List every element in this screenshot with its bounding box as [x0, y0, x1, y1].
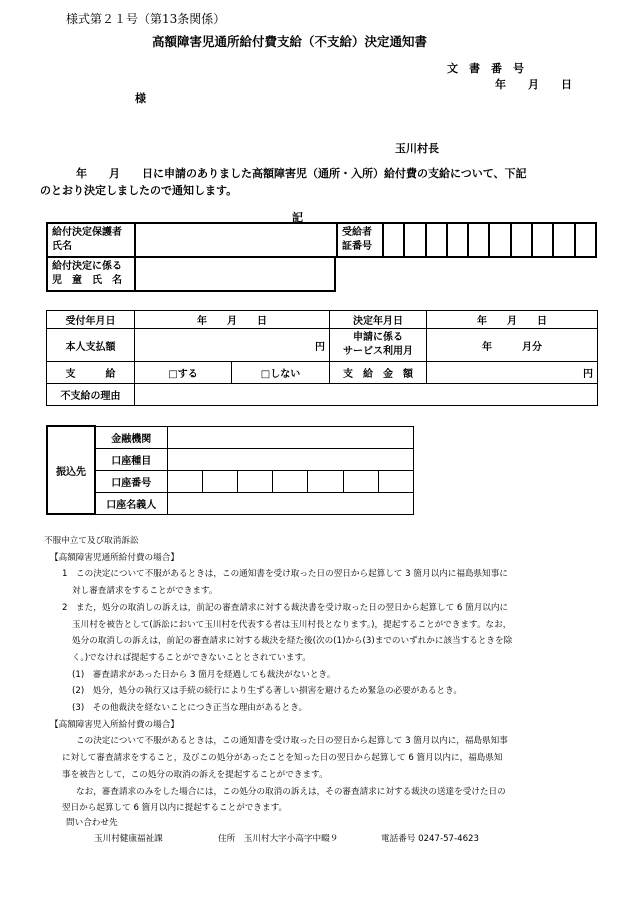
contact-address: 住所 玉川村大字小高字中畷９ — [218, 834, 339, 844]
self-pay-field[interactable]: 円 — [135, 329, 330, 362]
payment-yes-checkbox[interactable]: □する — [135, 362, 232, 384]
note-line: (3) その他裁決を経ないことにつき正当な理由があるとき。 — [72, 703, 308, 714]
notes-subheading-resident: 【高額障害児入所給付費の場合】 — [50, 719, 179, 730]
cert-digit[interactable] — [532, 223, 553, 257]
account-holder-label: 口座名義人 — [95, 492, 167, 514]
account-digit[interactable] — [308, 470, 343, 492]
account-number-label: 口座番号 — [95, 470, 167, 492]
cert-digit[interactable] — [383, 223, 404, 257]
cert-digit[interactable] — [468, 223, 489, 257]
date-label: 年 月 日 — [495, 78, 572, 91]
cert-digit[interactable] — [489, 223, 510, 257]
account-digit[interactable] — [378, 470, 413, 492]
intro-line1: 年 月 日に申請のありました高額障害児（通所・入所）給付費の支給について、下記 — [76, 167, 527, 180]
child-table — [46, 256, 336, 292]
guardian-name-field[interactable] — [135, 223, 337, 257]
appeal-notes — [44, 533, 589, 817]
payment-label: 支 給 — [47, 362, 135, 384]
payment-amount-label: 支 給 金 額 — [330, 362, 427, 384]
account-type-label: 口座種目 — [95, 448, 167, 470]
reason-field[interactable] — [135, 384, 598, 406]
note-line: この決定について不服があるときは，この通知書を受け取った日の翌日から起算して 3 箇月以内に，福島県知事 — [76, 736, 508, 747]
note-line: (2) 処分，処分の執行又は手続の続行により生ずる著しい損害を避けるため緊急の必要があるとき。 — [72, 686, 462, 697]
page-title: 高額障害児通所給付費支給（不支給）決定通知書 — [152, 34, 428, 49]
cert-digit[interactable] — [511, 223, 532, 257]
cert-label: 受給者 証番号 — [337, 223, 383, 257]
cert-digit[interactable] — [447, 223, 468, 257]
self-pay-label: 本人支払額 — [47, 329, 135, 362]
receipt-date-label: 受付年月日 — [47, 311, 135, 329]
note-line: 対し審査請求をすることができます。 — [72, 586, 218, 597]
bank-label: 金融機関 — [95, 426, 167, 448]
transfer-table — [46, 425, 414, 515]
decision-date-field[interactable]: 年 月 日 — [427, 311, 598, 329]
account-holder-field[interactable] — [167, 492, 414, 514]
decision-date-label: 決定年月日 — [330, 311, 427, 329]
cert-digit[interactable] — [426, 223, 447, 257]
guardian-label: 給付決定保護者 氏名 — [47, 223, 135, 257]
note-line: 1 この決定について不服があるときは，この通知書を受け取った日の翌日から起算して 3 箇月以内に福島県知事に — [62, 569, 508, 580]
cert-digit[interactable] — [553, 223, 574, 257]
account-digit[interactable] — [343, 470, 378, 492]
reason-label: 不支給の理由 — [47, 384, 135, 406]
receipt-date-field[interactable]: 年 月 日 — [135, 311, 330, 329]
account-digit[interactable] — [273, 470, 308, 492]
cert-digit[interactable] — [575, 223, 596, 257]
payment-no-checkbox[interactable]: □しない — [232, 362, 330, 384]
recipient-suffix: 様 — [135, 92, 146, 105]
decision-table — [46, 310, 598, 406]
note-line: 2 また，処分の取消しの訴えは，前記の審査請求に対する裁決書を受け取った日の翌日から起算して 6 箇月以内に — [62, 602, 509, 613]
account-digit[interactable] — [167, 470, 202, 492]
account-type-field[interactable] — [167, 448, 414, 470]
note-line: 処分の取消しの訴えは，前記の審査請求に対する裁決を経た後(次の(1)から(3)までのいずれかに該当するときを除 — [72, 636, 513, 647]
ki-mark: 記 — [292, 211, 303, 224]
note-line: く。)でなければ提起することができないこととされています。 — [72, 652, 311, 663]
transfer-label: 振込先 — [47, 426, 95, 514]
notes-heading: 不服申立て及び取消訴訟 — [44, 536, 139, 546]
note-line: なお，審査請求のみをした場合には，この処分の取消の訴えは，その審査請求に対する裁決の送達を受けた日の — [76, 786, 506, 797]
contact-phone: 電話番号 0247-57-4623 — [381, 834, 479, 844]
recipient-table — [46, 222, 597, 258]
doc-number-label: 文 書 番 号 — [447, 62, 524, 75]
note-line: 事を被告として，この処分の取消の訴えを提起することができます。 — [62, 769, 328, 780]
note-line: 翌日から起算して 6 箇月以内に提起することができます。 — [62, 803, 288, 814]
child-name-field[interactable] — [135, 257, 335, 291]
service-month-label: 申請に係る サービス利用月 — [330, 329, 427, 362]
contact-dept: 玉川村健康福祉課 — [94, 834, 163, 844]
cert-digit[interactable] — [404, 223, 425, 257]
note-line: 玉川村を被告として(訴訟において玉川村を代表する者は玉川村長となります。)，提起することができます。なお， — [72, 619, 512, 630]
account-digit[interactable] — [202, 470, 237, 492]
contact-heading: 問い合わせ先 — [66, 818, 118, 828]
payment-amount-field[interactable]: 円 — [427, 362, 598, 384]
note-line: (1) 審査請求があった日から 3 箇月を経過しても裁決がないとき。 — [72, 669, 336, 680]
intro-line2: のとおり決定しましたので通知します。 — [40, 184, 238, 197]
notes-subheading-day: 【高額障害児通所給付費の場合】 — [50, 552, 179, 563]
service-month-field[interactable]: 年 月分 — [427, 329, 598, 362]
note-line: に対して審査請求をすること，及びこの処分があったことを知った日の翌日から起算して 6 箇月以内に，福島県知 — [62, 753, 503, 764]
bank-field[interactable] — [167, 426, 414, 448]
account-digit[interactable] — [237, 470, 272, 492]
issuer: 玉川村長 — [395, 142, 439, 155]
form-id: 様式第２１号（第13条関係） — [66, 12, 226, 26]
child-label: 給付決定に係る 児 童 氏 名 — [47, 257, 135, 291]
